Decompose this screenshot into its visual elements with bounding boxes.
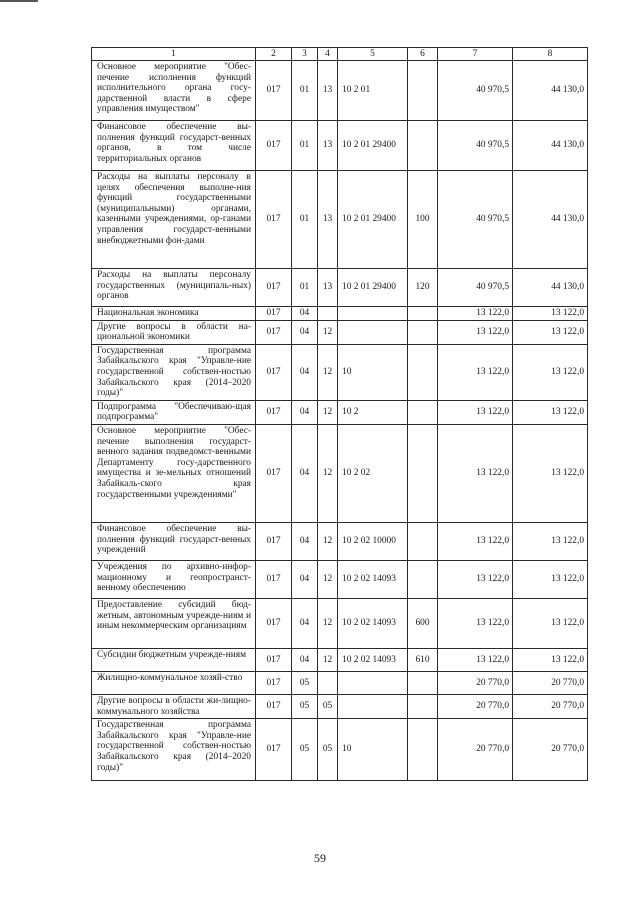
ministry-code-cell: 017 <box>256 171 292 269</box>
table-row <box>92 400 588 424</box>
section-code-cell: 04 <box>292 307 318 321</box>
item-name-cell: Национальная экономика <box>92 307 256 321</box>
expense-type-cell <box>408 121 438 171</box>
target-article-cell: 10 2 02 <box>338 424 408 522</box>
expense-type-cell: 610 <box>408 648 438 671</box>
table-row <box>92 307 588 321</box>
amount-year-1-cell: 13 122,0 <box>438 424 513 522</box>
ministry-code-cell: 017 <box>256 522 292 560</box>
amount-year-2-cell: 44 130,0 <box>513 121 588 171</box>
target-article-cell: 10 <box>338 344 408 400</box>
item-name-cell: Расходы на выплаты персоналу в целях обеспечения выполне-ния функций государственными (муниципальными) органами, казенными учреждениями, ор-ганами управления государст-венными внебюджетными фон-дами <box>92 171 256 269</box>
target-article-cell <box>338 694 408 718</box>
item-name-cell: Другие вопросы в области жи-лищно-коммунального хозяйства <box>92 694 256 718</box>
target-article-cell <box>338 671 408 694</box>
section-code-cell: 04 <box>292 344 318 400</box>
section-code-cell: 04 <box>292 400 318 424</box>
table-header-row <box>92 48 588 61</box>
subsection-code-cell <box>318 671 338 694</box>
column-header: 4 <box>318 48 338 61</box>
item-name-cell: Государственная программа Забайкальского края "Управле-ние государственной собствен-ностью Забайкальского края (2014–2020 годы)" <box>92 719 256 781</box>
amount-year-1-cell: 13 122,0 <box>438 320 513 344</box>
target-article-cell: 10 2 <box>338 400 408 424</box>
amount-year-1-cell: 20 770,0 <box>438 671 513 694</box>
budget-table <box>91 47 588 781</box>
item-name-cell: Жилищно-коммунальное хозяй-ство <box>92 671 256 694</box>
target-article-cell: 10 2 02 10000 <box>338 522 408 560</box>
expense-type-cell <box>408 424 438 522</box>
expense-type-cell <box>408 400 438 424</box>
subsection-code-cell: 12 <box>318 522 338 560</box>
expense-type-cell <box>408 344 438 400</box>
expense-type-cell <box>408 522 438 560</box>
table-row <box>92 671 588 694</box>
table-row <box>92 121 588 171</box>
table-row <box>92 424 588 522</box>
section-code-cell: 05 <box>292 671 318 694</box>
target-article-cell: 10 2 01 29400 <box>338 171 408 269</box>
subsection-code-cell: 13 <box>318 171 338 269</box>
table-row <box>92 61 588 121</box>
ministry-code-cell: 017 <box>256 269 292 307</box>
section-code-cell: 04 <box>292 522 318 560</box>
amount-year-2-cell: 20 770,0 <box>513 671 588 694</box>
target-article-cell: 10 <box>338 719 408 781</box>
amount-year-2-cell: 13 122,0 <box>513 648 588 671</box>
amount-year-1-cell: 40 970,5 <box>438 269 513 307</box>
amount-year-1-cell: 20 770,0 <box>438 694 513 718</box>
section-code-cell: 01 <box>292 121 318 171</box>
subsection-code-cell: 13 <box>318 121 338 171</box>
amount-year-2-cell: 20 770,0 <box>513 719 588 781</box>
amount-year-2-cell: 44 130,0 <box>513 171 588 269</box>
expense-type-cell <box>408 307 438 321</box>
expense-type-cell <box>408 320 438 344</box>
section-code-cell: 04 <box>292 648 318 671</box>
target-article-cell <box>338 307 408 321</box>
column-header: 1 <box>92 48 256 61</box>
amount-year-2-cell: 13 122,0 <box>513 344 588 400</box>
item-name-cell: Основное мероприятие "Обес-печение исполнения функций исполнительного органа госу-дарственной власти в сфере управления имуществом" <box>92 61 256 121</box>
item-name-cell: Финансовое обеспечение вы-полнения функций государст-венных учреждений <box>92 522 256 560</box>
amount-year-1-cell: 40 970,5 <box>438 171 513 269</box>
expense-type-cell <box>408 61 438 121</box>
document-page <box>91 47 587 781</box>
item-name-cell: Государственная программа Забайкальского края "Управле-ние государственной собствен-ностью Забайкальского края (2014–2020 годы)" <box>92 344 256 400</box>
subsection-code-cell: 12 <box>318 560 338 598</box>
section-code-cell: 01 <box>292 269 318 307</box>
table-row <box>92 719 588 781</box>
section-code-cell: 05 <box>292 694 318 718</box>
item-name-cell: Расходы на выплаты персоналу государственных (муниципаль-ных) органов <box>92 269 256 307</box>
table-row <box>92 560 588 598</box>
table-row <box>92 694 588 718</box>
amount-year-1-cell: 40 970,5 <box>438 61 513 121</box>
ministry-code-cell: 017 <box>256 307 292 321</box>
expense-type-cell <box>408 560 438 598</box>
subsection-code-cell: 13 <box>318 269 338 307</box>
amount-year-2-cell: 20 770,0 <box>513 694 588 718</box>
section-code-cell: 04 <box>292 560 318 598</box>
ministry-code-cell: 017 <box>256 719 292 781</box>
target-article-cell: 10 2 01 29400 <box>338 121 408 171</box>
subsection-code-cell <box>318 307 338 321</box>
subsection-code-cell: 12 <box>318 424 338 522</box>
item-name-cell: Другие вопросы в области на-циональной экономики <box>92 320 256 344</box>
amount-year-2-cell: 13 122,0 <box>513 522 588 560</box>
item-name-cell: Финансовое обеспечение вы-полнения функций государст-венных органов, в том числе территориальных органов <box>92 121 256 171</box>
amount-year-2-cell: 13 122,0 <box>513 598 588 648</box>
column-header: 7 <box>438 48 513 61</box>
table-row <box>92 320 588 344</box>
ministry-code-cell: 017 <box>256 694 292 718</box>
expense-type-cell: 600 <box>408 598 438 648</box>
subsection-code-cell: 12 <box>318 400 338 424</box>
ministry-code-cell: 017 <box>256 344 292 400</box>
expense-type-cell <box>408 671 438 694</box>
item-name-cell: Учреждения по архивно-инфор-мационному и геопространст-венному обеспечению <box>92 560 256 598</box>
ministry-code-cell: 017 <box>256 320 292 344</box>
item-name-cell: Подпрограмма "Обеспечиваю-щая подпрограмма" <box>92 400 256 424</box>
amount-year-1-cell: 13 122,0 <box>438 598 513 648</box>
column-header: 3 <box>292 48 318 61</box>
subsection-code-cell: 12 <box>318 598 338 648</box>
target-article-cell: 10 2 02 14093 <box>338 560 408 598</box>
item-name-cell: Субсидии бюджетным учрежде-ниям <box>92 648 256 671</box>
amount-year-1-cell: 13 122,0 <box>438 522 513 560</box>
amount-year-2-cell: 13 122,0 <box>513 400 588 424</box>
target-article-cell: 10 2 02 14093 <box>338 598 408 648</box>
item-name-cell: Основное мероприятие "Обес-печение выполнения государст-венного задания подведомст-венными Департаменту госу-дарственного имущества и зе-мельных отношений Забайкаль-ского края государственными учреждениями" <box>92 424 256 522</box>
target-article-cell: 10 2 01 29400 <box>338 269 408 307</box>
column-header: 6 <box>408 48 438 61</box>
expense-type-cell <box>408 694 438 718</box>
ministry-code-cell: 017 <box>256 424 292 522</box>
table-row <box>92 171 588 269</box>
subsection-code-cell: 12 <box>318 344 338 400</box>
page-number: 59 <box>314 851 326 865</box>
table-row <box>92 522 588 560</box>
ministry-code-cell: 017 <box>256 400 292 424</box>
target-article-cell: 10 2 02 14093 <box>338 648 408 671</box>
expense-type-cell <box>408 719 438 781</box>
amount-year-2-cell: 13 122,0 <box>513 424 588 522</box>
amount-year-1-cell: 20 770,0 <box>438 719 513 781</box>
amount-year-1-cell: 13 122,0 <box>438 400 513 424</box>
subsection-code-cell: 12 <box>318 648 338 671</box>
subsection-code-cell: 12 <box>318 320 338 344</box>
subsection-code-cell: 13 <box>318 61 338 121</box>
amount-year-2-cell: 44 130,0 <box>513 61 588 121</box>
amount-year-1-cell: 13 122,0 <box>438 648 513 671</box>
amount-year-1-cell: 40 970,5 <box>438 121 513 171</box>
amount-year-2-cell: 44 130,0 <box>513 269 588 307</box>
amount-year-2-cell: 13 122,0 <box>513 560 588 598</box>
amount-year-2-cell: 13 122,0 <box>513 320 588 344</box>
ministry-code-cell: 017 <box>256 121 292 171</box>
amount-year-1-cell: 13 122,0 <box>438 307 513 321</box>
section-code-cell: 01 <box>292 171 318 269</box>
item-name-cell: Предоставление субсидий бюд-жетным, автономным учрежде-ниям и иным некоммерческим организациям <box>92 598 256 648</box>
section-code-cell: 05 <box>292 719 318 781</box>
expense-type-cell: 100 <box>408 171 438 269</box>
table-row <box>92 598 588 648</box>
ministry-code-cell: 017 <box>256 598 292 648</box>
target-article-cell: 10 2 01 <box>338 61 408 121</box>
table-row <box>92 344 588 400</box>
section-code-cell: 04 <box>292 320 318 344</box>
table-row <box>92 269 588 307</box>
amount-year-1-cell: 13 122,0 <box>438 560 513 598</box>
target-article-cell <box>338 320 408 344</box>
scan-edge-mark <box>0 0 38 2</box>
table-row <box>92 648 588 671</box>
ministry-code-cell: 017 <box>256 560 292 598</box>
section-code-cell: 04 <box>292 598 318 648</box>
expense-type-cell: 120 <box>408 269 438 307</box>
column-header: 8 <box>513 48 588 61</box>
subsection-code-cell: 05 <box>318 719 338 781</box>
amount-year-2-cell: 13 122,0 <box>513 307 588 321</box>
amount-year-1-cell: 13 122,0 <box>438 344 513 400</box>
ministry-code-cell: 017 <box>256 648 292 671</box>
section-code-cell: 04 <box>292 424 318 522</box>
section-code-cell: 01 <box>292 61 318 121</box>
column-header: 5 <box>338 48 408 61</box>
ministry-code-cell: 017 <box>256 671 292 694</box>
ministry-code-cell: 017 <box>256 61 292 121</box>
column-header: 2 <box>256 48 292 61</box>
subsection-code-cell: 05 <box>318 694 338 718</box>
